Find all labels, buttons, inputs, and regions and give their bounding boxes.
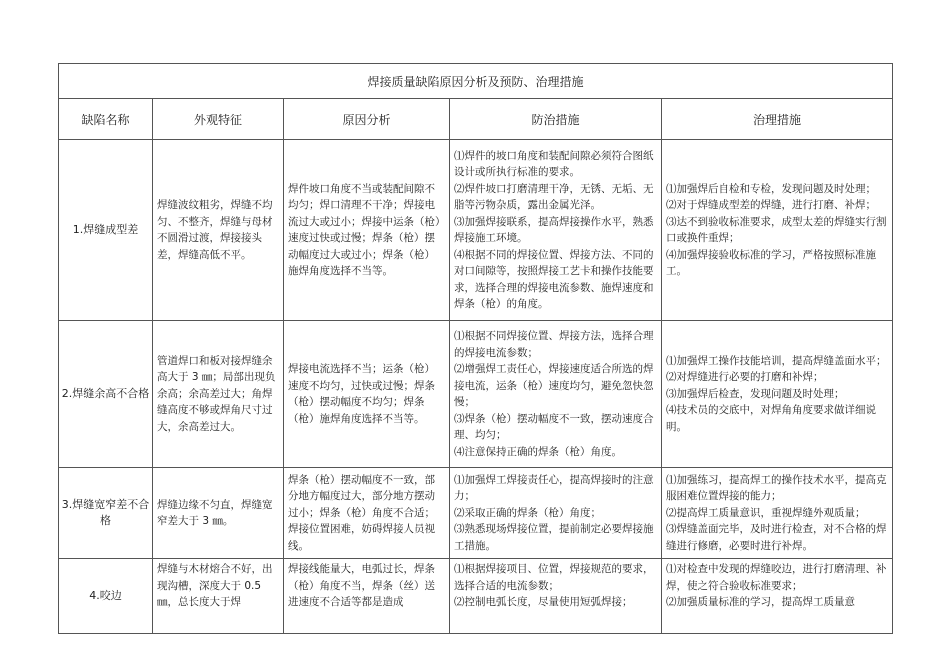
defect-table xyxy=(58,63,893,634)
defect-name: 2.焊缝余高不合格 xyxy=(59,321,153,468)
prevention-item: ⑴焊件的坡口角度和装配间隙必须符合图纸设计或所执行标准的要求。 xyxy=(454,149,654,178)
header-appearance: 外观特征 xyxy=(153,99,284,140)
table-row xyxy=(59,468,893,559)
prevention-cell xyxy=(450,559,662,634)
table-row xyxy=(59,321,893,468)
treatment-item: ⑶焊缝盖面完毕，及时进行检查，对不合格的焊缝进行修磨，必要时进行补焊。 xyxy=(666,523,887,552)
defect-name: 4.咬边 xyxy=(59,559,153,634)
table-row xyxy=(59,559,893,634)
treatment-item: ⑵提高焊工质量意识，重视焊缝外观质量； xyxy=(666,506,866,519)
prevention-cell xyxy=(450,468,662,559)
treatment-item: ⑵加强质量标准的学习，提高焊工质量意 xyxy=(666,596,855,608)
prevention-item: ⑴根据焊接项目、位置，焊接规范的要求，选择合适的电流参数； xyxy=(454,563,654,592)
prevention-item: ⑷根据不同的焊接位置、焊接方法、不同的对口间隙等，按照焊接工艺卡和操作技能要求，选择合理的焊接电流参数、施焊速度和焊条（枪）的角度。 xyxy=(454,248,654,310)
treatment-cell xyxy=(662,559,893,634)
cause-cell: 焊件坡口角度不当或装配间隙不均匀；焊口清理不干净；焊接电流过大或过小；焊接中运条（枪）速度过快或过慢；焊条（枪）摆动幅度过大或过小；焊条（枪）施焊角度选择不当等。 xyxy=(284,140,450,321)
treatment-item: ⑶加强焊后检查，发现问题及时处理； xyxy=(666,387,845,400)
treatment-cell xyxy=(662,321,893,468)
treatment-item: ⑵对焊缝进行必要的打磨和补焊； xyxy=(666,371,824,384)
prevention-cell xyxy=(450,321,662,468)
defect-name: 1.焊缝成型差 xyxy=(59,140,153,321)
treatment-item: ⑴加强焊工操作技能培训，提高焊缝盖面水平； xyxy=(666,354,887,367)
prevention-item: ⑷注意保持正确的焊条（枪）角度。 xyxy=(454,445,622,458)
appearance-cell: 焊缝波纹粗劣，焊缝不均匀、不整齐，焊缝与母材不圆滑过渡，焊接接头差，焊缝高低不平。 xyxy=(153,140,284,321)
appearance-cell: 焊缝与木材熔合不好，出现沟槽，深度大于 0.5 ㎜，总长度大于焊 xyxy=(153,559,284,634)
treatment-cell xyxy=(662,468,893,559)
treatment-item: ⑴加强焊后自检和专检，发现问题及时处理； xyxy=(666,182,876,195)
prevention-item: ⑶加强焊接联系，提高焊接操作水平，熟悉焊接施工环境。 xyxy=(454,215,654,244)
table-title: 焊接质量缺陷原因分析及预防、治理措施 xyxy=(59,64,893,99)
appearance-cell: 焊缝边缘不匀直，焊缝宽窄差大于 3 ㎜。 xyxy=(153,468,284,559)
cause-cell: 焊接电流选择不当；运条（枪）速度不均匀，过快或过慢；焊条（枪）摆动幅度不均匀；焊条（枪）施焊角度选择不当等。 xyxy=(284,321,450,468)
treatment-item: ⑴加强练习，提高焊工的操作技术水平，提高克服困难位置焊接的能力； xyxy=(666,473,887,503)
prevention-cell xyxy=(450,140,662,321)
header-prevention: 防治措施 xyxy=(450,99,662,140)
prevention-item: ⑵采取正确的焊条（枪）角度； xyxy=(454,506,601,519)
treatment-item: ⑷加强焊接验收标准的学习，严格按照标准施工。 xyxy=(666,248,876,277)
prevention-item: ⑶焊条（枪）摆动幅度不一致，摆动速度合理、均匀； xyxy=(454,412,654,441)
prevention-item: ⑵控制电弧长度，尽量使用短弧焊接； xyxy=(454,596,633,608)
table-row xyxy=(59,140,893,321)
prevention-item: ⑴根据不同焊接位置、焊接方法，选择合理的焊接电流参数； xyxy=(454,330,654,359)
header-cause: 原因分析 xyxy=(284,99,450,140)
prevention-item: ⑴加强焊工焊接责任心，提高焊接时的注意力； xyxy=(454,473,654,503)
treatment-item: ⑴对检查中发现的焊缝咬边，进行打磨清理、补焊，使之符合验收标准要求； xyxy=(666,563,887,592)
defect-name: 3.焊缝宽窄差不合格 xyxy=(59,468,153,559)
treatment-item: ⑷技术员的交底中，对焊角角度要求做详细说明。 xyxy=(666,404,876,433)
cause-cell: 焊条（枪）摆动幅度不一致，部分地方幅度过大，部分地方摆动过小；焊条（枪）角度不合适；焊接位置困难，妨碍焊接人员视线。 xyxy=(284,468,450,559)
treatment-item: ⑵对于焊缝成型差的焊缝，进行打磨、补焊； xyxy=(666,199,876,211)
header-treatment: 治理措施 xyxy=(662,99,893,140)
treatment-cell xyxy=(662,140,893,321)
cause-cell: 焊接线能量大，电弧过长，焊条（枪）角度不当，焊条（丝）送进速度不合适等都是造成 xyxy=(284,559,450,634)
prevention-item: ⑵焊件坡口打磨清理干净，无锈、无垢、无脂等污物杂质，露出金属光泽。 xyxy=(454,182,654,211)
header-defect-name: 缺陷名称 xyxy=(59,99,153,140)
prevention-item: ⑶熟悉现场焊接位置，提前制定必要焊接施工措施。 xyxy=(454,523,654,552)
prevention-item: ⑵增强焊工责任心，焊接速度适合所选的焊接电流，运条（枪）速度均匀，避免忽快忽慢； xyxy=(454,363,654,408)
treatment-item: ⑶达不到验收标准要求，成型太差的焊缝实行割口或换件重焊； xyxy=(666,215,887,244)
appearance-cell: 管道焊口和板对接焊缝余高大于 3 ㎜；局部出现负余高；余高差过大；角焊缝高度不够或焊角尺寸过大，余高差过大。 xyxy=(153,321,284,468)
